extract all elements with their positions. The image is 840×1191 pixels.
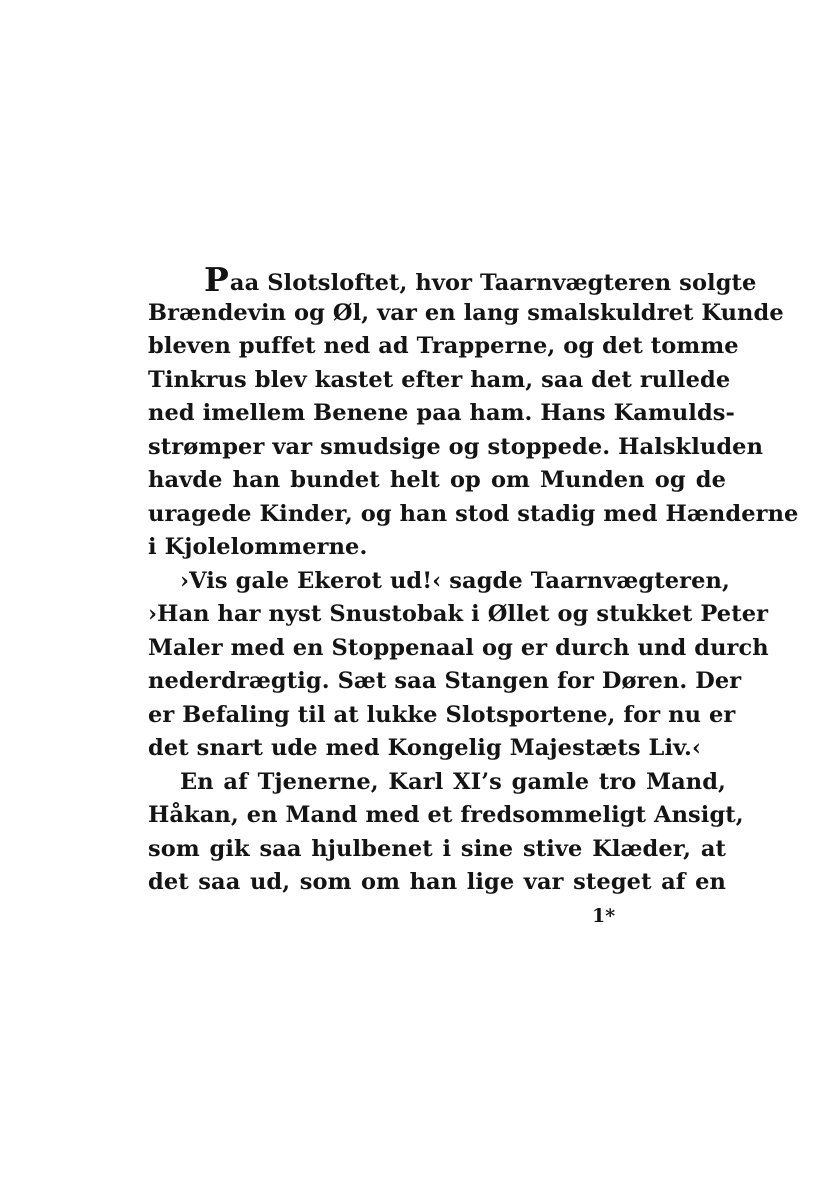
paragraph-line: uragede Kinder, og han stod stadig med Hænderne (148, 500, 799, 527)
paragraph-line (148, 260, 757, 299)
paragraph-line: i Kjolelommerne. (148, 534, 368, 560)
paragraph-line: bleven puffet ned ad Trapperne, og det tomme (148, 333, 739, 359)
paragraph-line: Maler med en Stoppenaal og er durch und durch (148, 634, 769, 661)
line-text: aa Slotsloftet, hvor Taarnvægteren solgte (229, 270, 757, 296)
page-number: 1* (592, 905, 616, 927)
paragraph-line: ›Vis gale Ekerot ud!‹ sagde Taarnvægteren, (180, 567, 730, 594)
paragraph-line: havde han bundet helt op om Munden og de (148, 467, 726, 493)
paragraph-line: det saa ud, som om han lige var steget af en (148, 869, 726, 895)
paragraph-line: nederdrægtig. Sæt saa Stangen for Døren. Der (148, 668, 742, 694)
initial-letter: P (204, 260, 229, 299)
body-text (148, 260, 799, 900)
paragraph-line: det snart ude med Kongelig Majestæts Liv.‹ (148, 735, 702, 761)
paragraph-line: strømper var smudsige og stoppede. Halskluden (148, 433, 764, 460)
paragraph-line: som gik saa hjulbenet i sine stive Klæder, at (148, 835, 726, 862)
paragraph-line: Håkan, en Mand med et fredsommeligt Ansigt, (148, 802, 744, 828)
paragraph-line: Brændevin og Øl, var en lang smalskuldret Kunde (148, 299, 784, 326)
paragraph-line: er Befaling til at lukke Slotsportene, for nu er (148, 701, 736, 728)
paragraph-line: ›Han har nyst Snustobak i Øllet og stukket Peter (148, 601, 769, 627)
paragraph-line: En af Tjenerne, Karl XI’s gamle tro Mand, (180, 768, 726, 795)
paragraph-line: ned imellem Benene paa ham. Hans Kamulds- (148, 400, 735, 426)
paragraph-line: Tinkrus blev kastet efter ham, saa det rullede (148, 366, 731, 393)
